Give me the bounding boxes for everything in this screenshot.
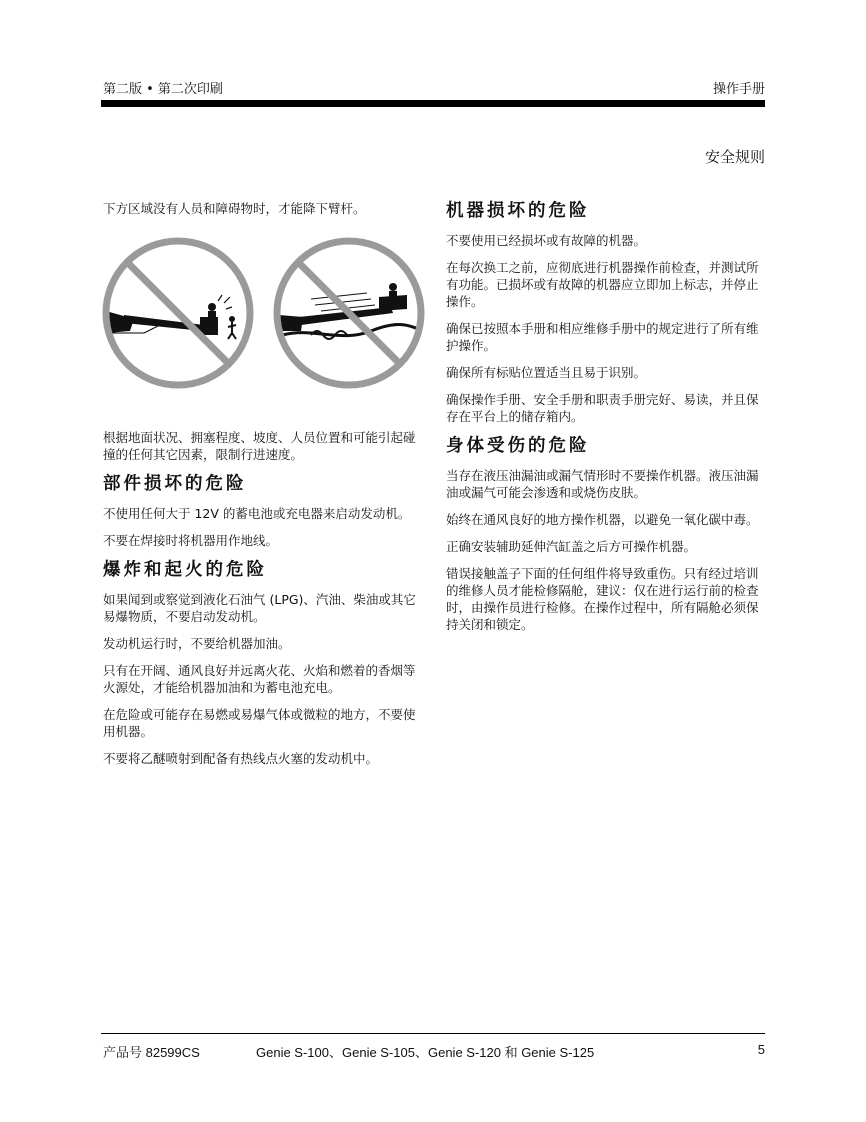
machine-damage-p2: 在每次换工之前，应彻底进行机器操作前检查，并测试所有功能。已损坏或有故障的机器应立即加上标志，并停止操作。 xyxy=(446,260,759,309)
bodily-injury-p4: 错误接触盖子下面的任何组件将导致重伤。只有经过培训的维修人员才能检修隔舱，建议：仅在进行运行前的检查时，由操作员进行检修。在操作过程中，所有隔舱必须保持关闭和锁定。 xyxy=(446,566,759,632)
machine-damage-p1: 不要使用已经损坏或有故障的机器。 xyxy=(446,233,647,248)
component-damage-heading: 部件损坏的危险 xyxy=(103,474,247,494)
explosion-fire-p1: 如果闻到或察觉到液化石油气 (LPG)、汽油、柴油或其它易爆物质，不要启动发动机。 xyxy=(103,592,416,624)
explosion-fire-p2: 发动机运行时，不要给机器加油。 xyxy=(103,636,291,651)
lower-boom-warning: 下方区域没有人员和障碍物时，才能降下臂杆。 xyxy=(103,201,366,216)
component-damage-p1: 不使用任何大于 12V 的蓄电池或充电器来启动发动机。 xyxy=(103,506,411,521)
bodily-injury-p3: 正确安装辅助延伸汽缸盖之后方可操作机器。 xyxy=(446,539,697,554)
machine-damage-p3: 确保已按照本手册和相应维修手册中的规定进行了所有维护操作。 xyxy=(446,321,759,353)
machine-damage-heading: 机器损坏的危险 xyxy=(446,201,590,221)
travel-speed-warning: 根据地面状况、拥塞程度、坡度、人员位置和可能引起碰撞的任何其它因素，限制行进速度。 xyxy=(103,430,416,462)
no-fast-travel-rough-terrain-icon xyxy=(271,235,427,391)
left-column xyxy=(103,200,416,777)
explosion-fire-p5: 不要将乙醚喷射到配备有热线点火塞的发动机中。 xyxy=(103,751,379,766)
right-column xyxy=(446,200,766,643)
footer-page-number: 5 xyxy=(757,1042,765,1057)
machine-damage-p5: 确保操作手册、安全手册和职责手册完好、易读，并且保存在平台上的储存箱内。 xyxy=(446,392,759,424)
bodily-injury-p1: 当存在液压油漏油或漏气情形时不要操作机器。液压油漏油或漏气可能会渗透和或烧伤皮肤。 xyxy=(446,468,759,500)
explosion-fire-heading: 爆炸和起火的危险 xyxy=(103,560,267,580)
no-lowering-boom-onto-person-icon xyxy=(100,235,256,391)
explosion-fire-p3: 只有在开阔、通风良好并远离火花、火焰和燃着的香烟等火源处，才能给机器加油和为蓄电池充电。 xyxy=(103,663,416,695)
footer-part-number: 产品号 82599CS xyxy=(103,1045,200,1060)
machine-damage-p4: 确保所有标贴位置适当且易于识别。 xyxy=(446,365,647,380)
footer-models: Genie S-100、Genie S-105、Genie S-120 和 Genie S-125 xyxy=(256,1045,595,1060)
component-damage-p2: 不要在焊接时将机器用作地线。 xyxy=(103,533,279,548)
header-rule xyxy=(101,100,765,107)
bodily-injury-heading: 身体受伤的危险 xyxy=(446,436,590,456)
bodily-injury-p2: 始终在通风良好的地方操作机器，以避免一氧化碳中毒。 xyxy=(446,512,759,527)
explosion-fire-p4: 在危险或可能存在易燃或易爆气体或微粒的地方，不要使用机器。 xyxy=(103,707,416,739)
footer-rule xyxy=(101,1033,765,1034)
prohibition-illustrations xyxy=(103,235,416,413)
section-title: 安全规则 xyxy=(704,148,765,166)
header-edition: 第二版 • 第二次印刷 xyxy=(103,82,223,97)
header-manual-title: 操作手册 xyxy=(712,82,765,97)
